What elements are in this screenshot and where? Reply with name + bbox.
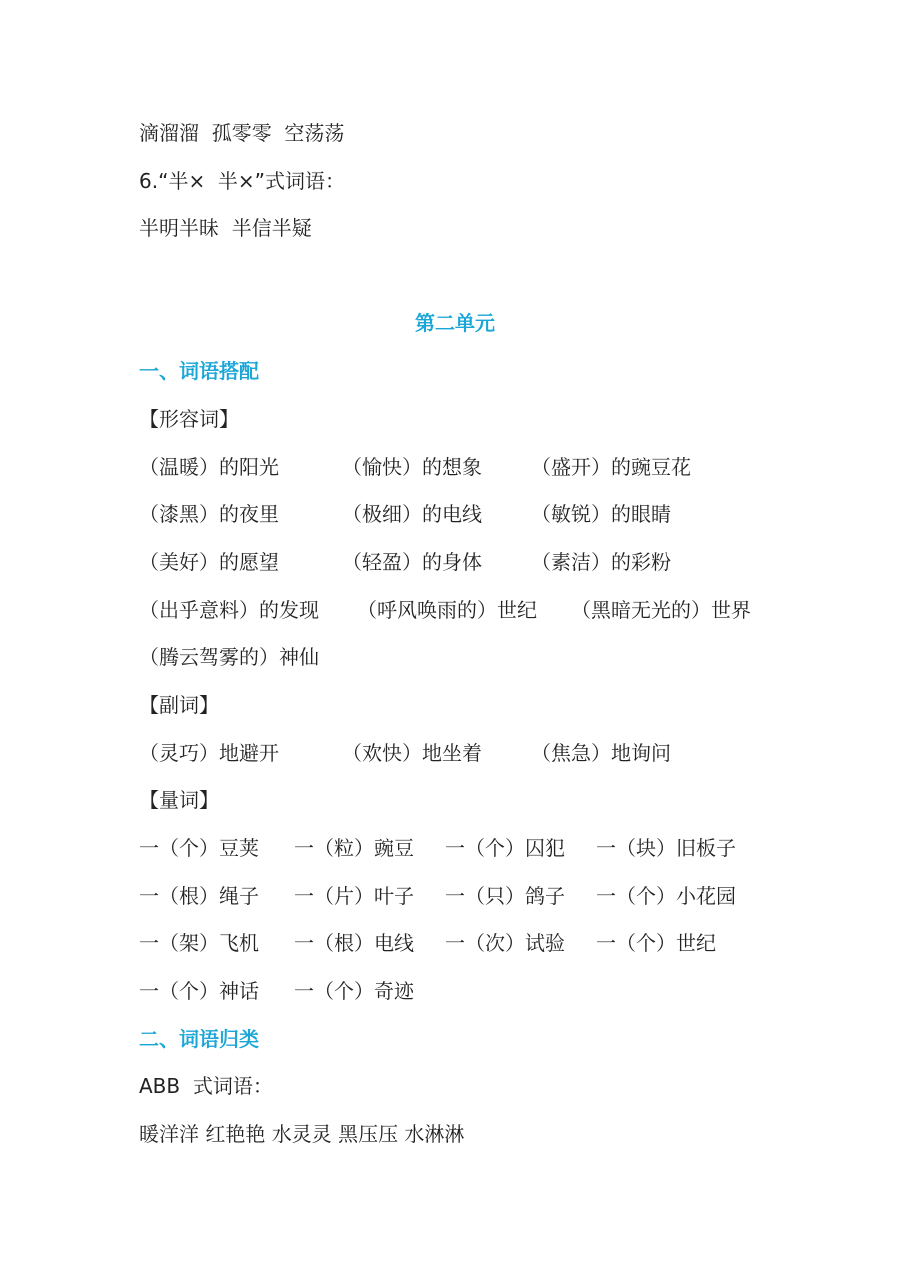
measure-item: 一（个）囚犯 xyxy=(445,836,565,860)
collocation-item: （黑暗无光的）世界 xyxy=(571,598,751,622)
measure-word-label: 【量词】 xyxy=(139,788,219,812)
adjective-label: 【形容词】 xyxy=(139,407,239,431)
pattern6-words: 半明半昧 半信半疑 xyxy=(139,216,312,240)
unit-title: 第二单元 xyxy=(415,311,495,335)
measure-item: 一（个）世纪 xyxy=(596,931,716,955)
measure-item: 一（个）奇迹 xyxy=(294,979,414,1003)
adverb-label: 【副词】 xyxy=(139,693,219,717)
collocation-item: （轻盈）的身体 xyxy=(342,550,482,574)
section-heading-collocation: 一、词语搭配 xyxy=(139,359,259,383)
collocation-item: （温暖）的阳光 xyxy=(139,455,279,479)
collocation-item: （欢快）地坐着 xyxy=(342,741,482,765)
collocation-item: （漆黑）的夜里 xyxy=(139,502,279,526)
aab-words-line: 滴溜溜 孤零零 空荡荡 xyxy=(139,121,345,145)
collocation-item: （呼风唤雨的）世纪 xyxy=(357,598,537,622)
abb-label: ABB 式词语： xyxy=(139,1074,273,1098)
measure-item: 一（块）旧板子 xyxy=(596,836,736,860)
collocation-item: （腾云驾雾的）神仙 xyxy=(139,645,319,669)
collocation-item: （美好）的愿望 xyxy=(139,550,279,574)
measure-item: 一（个）神话 xyxy=(139,979,259,1003)
measure-item: 一（个）小花园 xyxy=(596,884,736,908)
measure-item: 一（次）试验 xyxy=(445,931,565,955)
collocation-item: （敏锐）的眼睛 xyxy=(531,502,671,526)
collocation-item: （素洁）的彩粉 xyxy=(531,550,671,574)
abb-words: 暖洋洋 红艳艳 水灵灵 黑压压 水淋淋 xyxy=(139,1122,465,1146)
measure-item: 一（只）鸽子 xyxy=(445,884,565,908)
measure-item: 一（根）电线 xyxy=(294,931,414,955)
collocation-item: （盛开）的豌豆花 xyxy=(531,455,691,479)
collocation-item: （愉快）的想象 xyxy=(342,455,482,479)
collocation-item: （焦急）地询问 xyxy=(531,741,671,765)
measure-item: 一（粒）豌豆 xyxy=(294,836,414,860)
collocation-item: （出乎意料）的发现 xyxy=(139,598,319,622)
section-heading-classification: 二、词语归类 xyxy=(139,1027,259,1051)
measure-item: 一（架）飞机 xyxy=(139,931,259,955)
collocation-item: （极细）的电线 xyxy=(342,502,482,526)
measure-item: 一（个）豆荚 xyxy=(139,836,259,860)
collocation-item: （灵巧）地避开 xyxy=(139,741,279,765)
pattern6-label: 6.“半× 半×”式词语： xyxy=(139,169,346,193)
measure-item: 一（片）叶子 xyxy=(294,884,414,908)
measure-item: 一（根）绳子 xyxy=(139,884,259,908)
